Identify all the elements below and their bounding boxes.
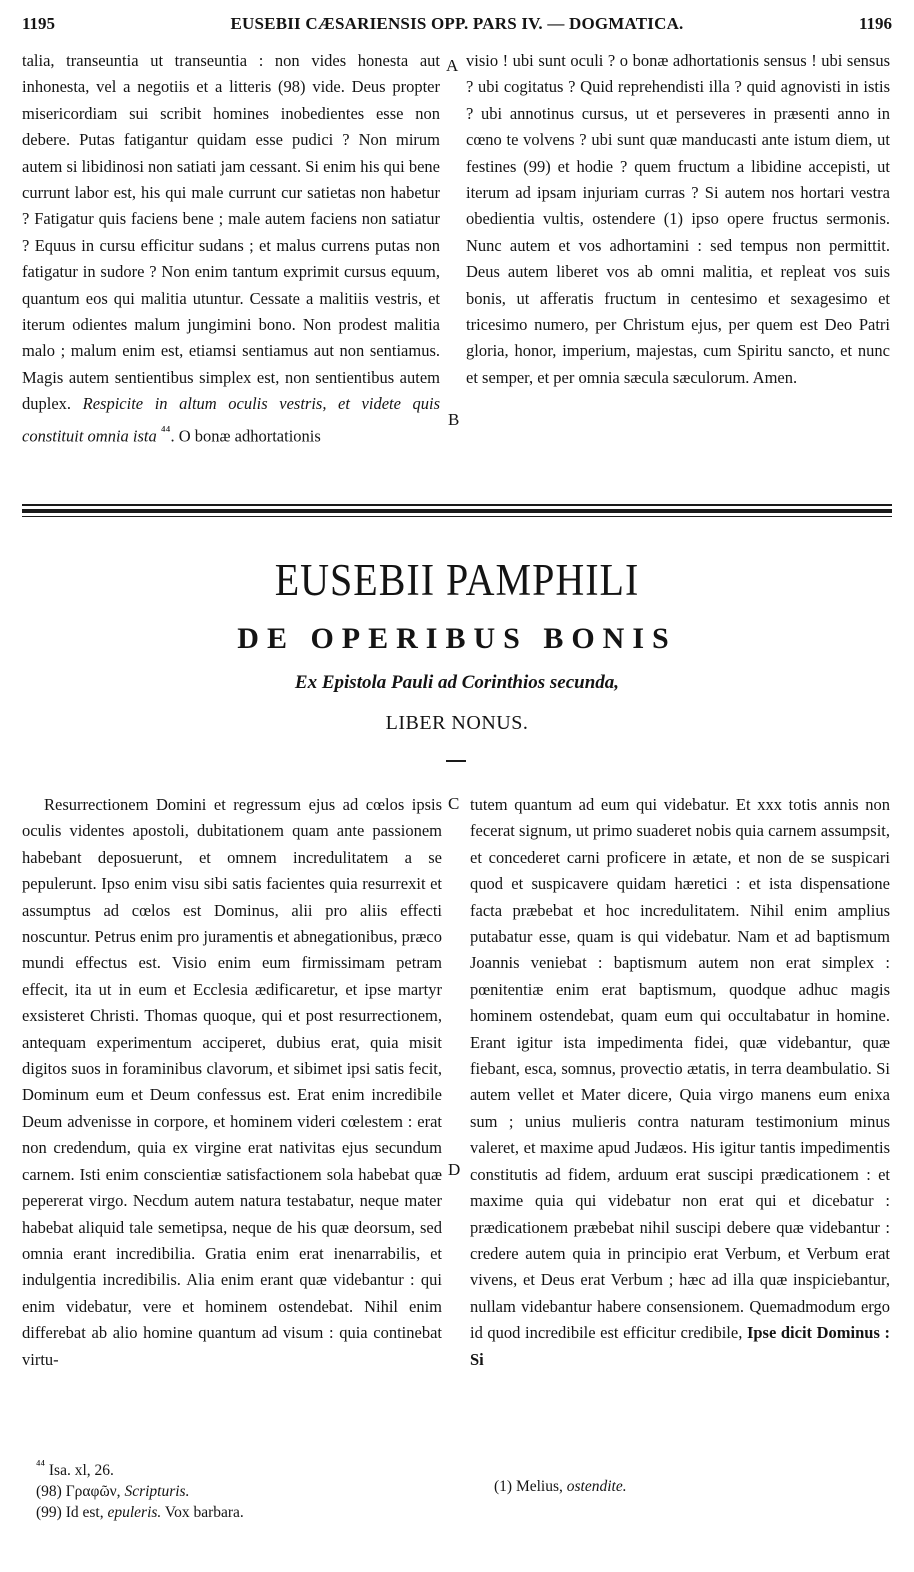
running-title: EUSEBII CÆSARIENSIS OPP. PARS IV. — DOGMATICA. [230,14,684,33]
column-top-right [466,48,890,391]
top-left-body: talia, transeuntia ut transeuntia : non vides honesta aut inhonesta, vel a negotiis et a litteris (98) vide. Deus propter misericordiam sui scribit homines inobedientes esse non debere. Putas fatigantur quidam esse pudici ? Non mirum autem si libidinosi non satiati jam cessant. Si enim his qui bene currunt labor est, his qui male currunt cur satietas non habetur ? Fatigatur quis faciens bene ; male autem faciens non satiatur ? Equus in cursu efficitur sudans ; et malus currens putas non fatigatur in sudore ? Non enim tantum exprimit cursus equum, quantum eos qui malitia utuntur. Cessate a malitiis vestris, et iterum odientes malum jungimini bono. Non prodest malitia malo ; malum enim est, etiamsi sentiamus aut non sentiamus. Magis autem sentientibus simplex est, non sentientibus autem duplex. [22,51,440,414]
footnote-44-mark: ⁴⁴ [36,1457,45,1472]
column-bottom-left [22,792,442,1373]
column-top-left [22,48,440,450]
footnote-1-mark: (1) [494,1478,513,1495]
footnotes-right [494,1476,874,1497]
margin-marker-a: A [446,56,459,75]
bottom-left-body: Resurrectionem Domini et regressum ejus ad cœlos ipsis oculis videntes apostoli, dubitationem quam ante passionem habebant deposuerunt, et omnem incredulitatem a se pepulerunt. Ipso enim visu sibi satis facientes quia resurrexit et assumptus ad cœlos est Dominus, alii pro aliis effecti noscuntur. Petrus enim pro juramentis et abnegationibus, præco mundi effectus est. Visio enim eum firmissimam petram effecit, ita ut in eum et Ecclesia ædificaretur, et ipse martyr exsisteret Christi. Thomas quoque, qui et post resurrectionem, antequam experimentum acciperet, dubius erat, quia misit digitos suos in foraminibus clavorum, et sibimet ipsi satis fecit, Dominum eum et Deum confessus est. Erat enim incredibile Deum advenisse in corpore, et hominem videri cœlestem : erat non credendum, quia ex virgine erat nativitas ejus secundum carnem. Isti enim conscientiæ satisfactionem sola habebat quæ pepererat virgo. Necdum autem natura testabatur, neque mater habebat aliquid tale semetipsa, neque de his quæ deorsum, sed omnia erant incredibilia. Gratia enim erat inenarrabilis, et indulgentia incredibilis. Alia enim erant quæ videbantur : qui enim videbatur, vere et hominem ostendebat. Nihil enim differebat ab alio homine quantum ad visum : quia continebat virtu- [22,795,442,1369]
footnote-99-mark: (99) [36,1504,62,1522]
footnote-1 [494,1476,874,1497]
footnote-1-text: Melius, [515,1478,563,1495]
work-title: EUSEBII PAMPHILI [274,553,640,606]
footnote-44 [36,1454,436,1481]
margin-marker-c: C [448,794,460,813]
footnotes-left [36,1454,436,1523]
footnote-98-mark: (98) [36,1483,62,1501]
running-header [22,8,892,38]
footnote-99-text: Id est, [65,1504,104,1522]
footnote-44-text: Isa. xl, 26. [48,1462,114,1480]
footnote-99-italic: epuleris. [107,1504,162,1522]
footnote-98-greek: Γραφῶν, [65,1483,121,1501]
column-bottom-right [470,792,890,1373]
top-left-tail: . O bonæ adhortationis [170,426,321,446]
title-short-rule [446,760,466,762]
top-right-body: visio ! ubi sunt oculi ? o bonæ adhortationis sensus ! ubi sensus ? ubi cogitatus ? Quid reprehendisti illa ? quid agnovisti in istis ? ubi annotinus cursus, ut et perseveres in præsenti anno in cœno te volvens ? ubi sunt quæ manducasti ante istum diem, ut festines (99) et hodie ? quem fructum a libidine accepisti, ut iterum ad ipsam injuriam curras ? Si autem nos hortari vestra obedientia vultis, ostendere (1) ipso opere fructus sermonis. Nunc autem et vos adhortamini : sed tempus non permittit. Deus autem liberet vos ab omni malitia, et repleat vos suis bonis, ut afferatis fructum in centesimo et sexagesimo et tricesimo numero, per Christum ejus, per quem est Deo Patri gloria, honor, imperium, majestas, cum Spiritu sancto, et nunc et semper, et per omnia sæcula sæculorum. Amen. [466,51,890,387]
bottom-right-bold: Ipse dicit Dominus : Si [470,1323,890,1369]
footnote-98-text: Scripturis. [124,1483,190,1501]
page-number-right: 1196 [858,14,892,33]
page-number-left: 1195 [22,14,56,33]
book-label: LIBER NONUS. [385,712,529,734]
footnote-99 [36,1502,436,1523]
scripture-quote: Respicite in altum oculis vestris, et videte quis constituit omnia ista [22,394,441,446]
work-subtitle: DE OPERIBUS BONIS [237,622,677,655]
footnote-99-tail: Vox barbara. [164,1504,244,1522]
margin-marker-b: B [448,410,460,429]
footnote-1-italic: ostendite. [566,1478,627,1495]
work-source: Ex Epistola Pauli ad Corinthios secunda, [294,672,620,693]
margin-marker-d: D [448,1160,461,1179]
footnote-98 [36,1481,436,1502]
bottom-right-body: tutem quantum ad eum qui videbatur. Et xxx totis annis non fecerat signum, ut primo suaderet nobis quia carnem assumpsit, et concederet carni proficere in ætate, et non de se suspicari quod et suspicavere quidam hæretici : et ista dispensatione facta præbebat et hoc incredulitatem. Nihil enim amplius putabatur esse, quam is qui videbatur. Nam et ad baptismum Joannis veniebat : baptismum autem non erat simplex : pœnitentiæ enim erat baptismum, quodque adhuc magis hominem ostendebat, quam eum qui occultabatur in homine. Erant igitur ista impedimenta fidei, quæ videbantur, quæ fiebant, esca, somnus, provectio ætatis, in terra deambulatio. Si autem vellet et Mater dicere, Quia virgo manens eum enixa sum ; unius mulieris contra naturam testimonium minus valeret, et maxime apud Judæos. His igitur tantis impedimentis constitutis ad fidem, arduum erat suscipi prædicationem : et maxime quia qui videbatur non erat qui et dicebatur : prædicationem præbebat nihil suscipi debere quæ videbantur : credere autem quia in principio erat Verbum, et Verbum erat vivens, et Deus erat Verbum ; hæc ad illa quæ inspiciebantur, nullam videbantur habere consensionem. Quemadmodum ergo id quod incredibile est efficitur credibile, [470,795,890,1343]
footnote-ref-44: ⁴⁴ [160,422,171,438]
section-divider [22,504,892,517]
